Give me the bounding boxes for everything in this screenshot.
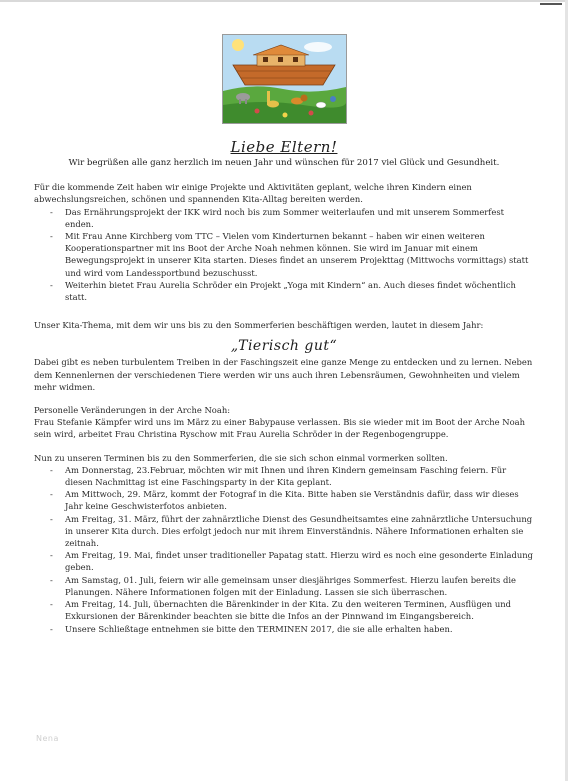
scan-mark: [540, 3, 562, 5]
project-item: - Das Ernährungsprojekt der IKK wird noch bis zum Sommer weiterlaufen und mit unserem Sommerfest enden.: [34, 206, 534, 230]
greeting-heading: Liebe Eltern!: [230, 138, 338, 156]
projects-section: [34, 181, 534, 303]
date-item: - Am Mittwoch, 29. März, kommt der Fotograf in die Kita. Bitte haben sie Verständnis dafür, dass wir dieses Jahr keine Geschwisterfotos anbieten.: [34, 488, 534, 512]
ark-picture: [223, 35, 346, 123]
flower-icon: [255, 109, 260, 114]
bird-icon: [330, 96, 336, 102]
dates-section: [34, 452, 534, 635]
elephant-icon: [236, 93, 250, 101]
date-item: - Am Samstag, 01. Juli, feiern wir alle gemeinsam unser diesjähriges Sommerfest. Hierzu laufen bereits die Planungen. Nähere Informationen folgen mit der Einladung. Lassen sie sich überraschen.: [34, 574, 534, 598]
theme-text: Dabei gibt es neben turbulentem Treiben in der Faschingszeit eine ganze Menge zu entdecken und zu lernen. Neben dem Kennenlernen der verschiedenen Tiere werden wir uns auch ihren Lebensräumen, Gewohnheiten und vielem mehr widmen.: [34, 357, 533, 392]
theme-intro: Unser Kita-Thema, mit dem wir uns bis zu den Sommerferien beschäftigen werden, lautet in diesem Jahr:: [34, 320, 484, 331]
letter-body: [34, 138, 534, 646]
date-item: - Am Freitag, 31. März, führt der zahnärztliche Dienst des Gesundheitsamtes eine zahnärztliche Untersuchung in unserer Kita durch. Dies erfolgt jedoch nur mit ihrem Einverständnis. Nähere Informationen erhalten sie zeitnah.: [34, 513, 534, 550]
date-item: - Am Donnerstag, 23.Februar, möchten wir mit Ihnen und ihren Kindern gemeinsam Fasching feiern. Für diesen Nachmittag ist eine Faschingsparty in der Kita geplant.: [34, 464, 534, 488]
date-item: - Am Freitag, 19. Mai, findet unser traditioneller Papatag statt. Hierzu wird es noch eine gesonderte Einladung geben.: [34, 549, 534, 573]
projects-intro: Für die kommende Zeit haben wir einige Projekte und Aktivitäten geplant, welche ihren Kindern einen abwechslungsreichen, schönen und spannenden Kita-Alltag bereiten werden.: [34, 182, 472, 205]
ark-hull: [233, 65, 335, 85]
theme-section: [34, 319, 534, 393]
cloud-icon: [304, 42, 332, 52]
dates-list: [34, 464, 534, 635]
dates-intro: Nun zu unseren Terminen bis zu den Sommerferien, die sie sich schon einmal vormerken sollten.: [34, 452, 448, 463]
personnel-text: Frau Stefanie Kämpfer wird uns im März zu einer Babypause verlassen. Bis sie wieder mit im Boot der Arche Noah sein wird, arbeitet Frau Christina Ryschow mit Frau Aurelia Schröder in der Regenbogengruppe.: [34, 417, 526, 440]
noahs-ark-illustration: [222, 34, 347, 124]
scan-edge-top: [0, 0, 568, 2]
project-item: - Mit Frau Anne Kirchberg vom TTC – Vielen vom Kinderturnen bekannt – haben wir einen weiteren Kooperationspartner mit ins Boot der Arche Noah nehmen können. Sie wird im Januar mit einem Bewegungsprojekt in unserer Kita starten. Dieses findet an unserem Projekttag (Mittwochs vormittags) statt und wird vom Landessportbund bezuschusst.: [34, 230, 534, 279]
personnel-section: [34, 404, 534, 441]
sheep-icon: [316, 102, 326, 108]
date-item: - Am Freitag, 14. Juli, übernachten die Bärenkinder in der Kita. Zu den weiteren Terminen, Ausflügen und Exkursionen der Bärenkinder beachten sie bitte die Infos an der Pinnwand im Eingangsbereich.: [34, 598, 534, 622]
project-item: - Weiterhin bietet Frau Aurelia Schröder ein Projekt „Yoga mit Kindern“ an. Auch dieses findet wöchentlich statt.: [34, 279, 534, 303]
new-year-wishes: Wir begrüßen alle ganz herzlich im neuen Jahr und wünschen für 2017 viel Glück und Gesundheit.: [68, 158, 500, 168]
watermark: Nena: [36, 734, 59, 743]
sun-icon: [232, 39, 244, 51]
date-item: - Unsere Schließtage entnehmen sie bitte den TERMINEN 2017, die sie alle erhalten haben.: [34, 623, 534, 635]
theme-title: „Tierisch gut“: [230, 338, 338, 355]
personnel-heading: Personelle Veränderungen in der Arche Noah:: [34, 405, 231, 416]
projects-list: [34, 206, 534, 304]
